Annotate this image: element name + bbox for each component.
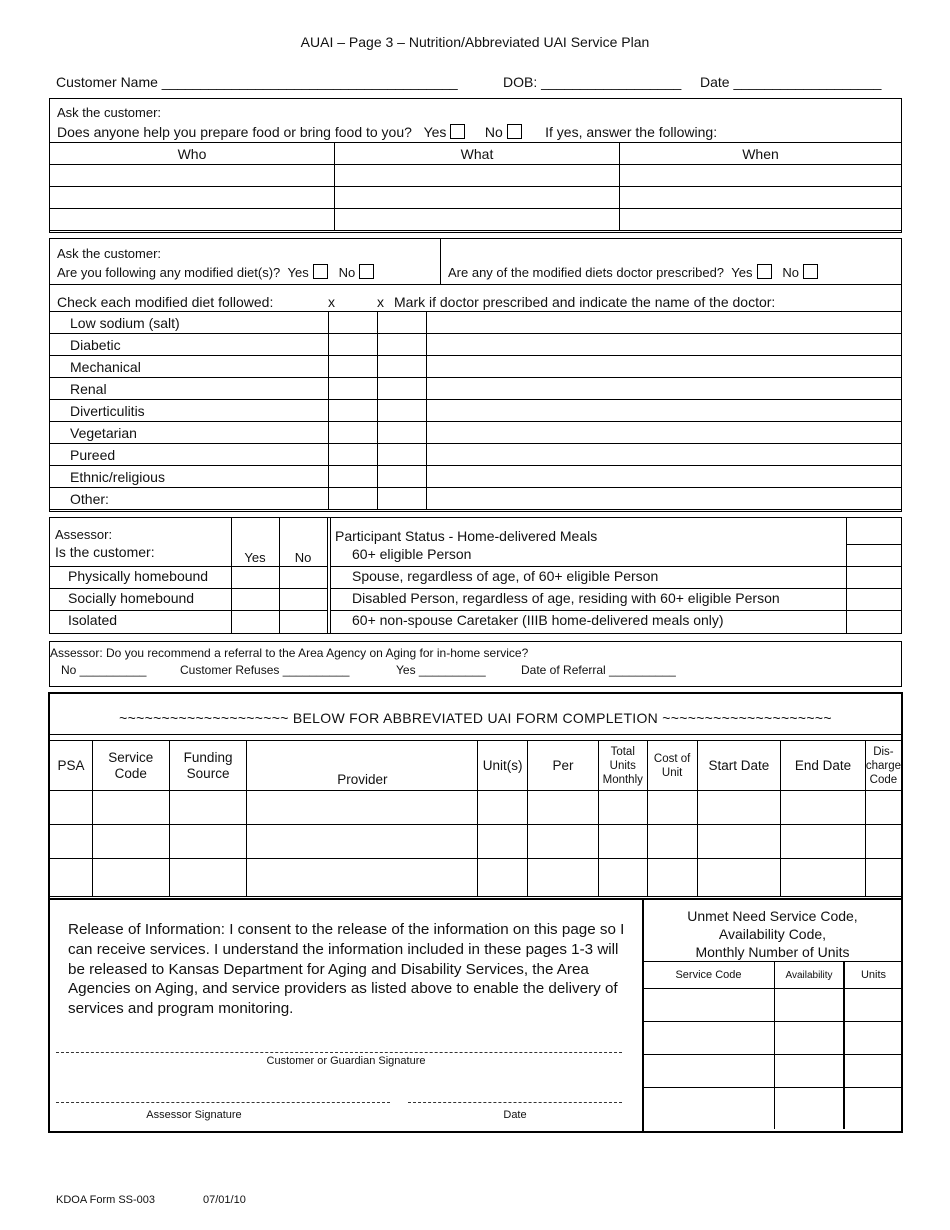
cost-of-unit-cell[interactable] xyxy=(647,791,697,825)
doctor-prescribed-cell[interactable] xyxy=(378,488,427,510)
unmet-availability-cell[interactable] xyxy=(775,1088,845,1129)
units-cell[interactable] xyxy=(478,859,528,897)
diet-followed-cell[interactable] xyxy=(329,466,378,488)
diet-name: Ethnic/religious xyxy=(50,466,329,488)
date-signature-label: Date xyxy=(503,1109,527,1121)
status-check-cell[interactable] xyxy=(847,611,901,633)
food-no-checkbox[interactable] xyxy=(507,124,522,139)
food-if-yes-label: If yes, answer the following: xyxy=(545,124,718,140)
banner-tilde-right: ~~~~~~~~~~~~~~~~~~~~ xyxy=(662,710,832,726)
unmet-service-cell[interactable] xyxy=(643,989,775,1022)
doctor-name-cell[interactable] xyxy=(427,334,902,356)
total-units-monthly-cell[interactable] xyxy=(598,791,647,825)
x-mark-1: x xyxy=(328,294,335,310)
col-service-code: Service Code xyxy=(643,962,775,989)
referral-no-field[interactable]: No __________ xyxy=(61,663,147,677)
units-cell[interactable] xyxy=(478,825,528,859)
doctor-no-checkbox[interactable] xyxy=(803,264,818,279)
diet-row xyxy=(50,466,902,488)
col-per: Per xyxy=(528,741,599,791)
unmet-units-cell[interactable] xyxy=(844,1088,902,1129)
isolated-yes-cell[interactable] xyxy=(232,611,279,633)
col-psa: PSA xyxy=(50,741,93,791)
form-date: 07/01/10 xyxy=(203,1194,246,1206)
doctor-name-cell[interactable] xyxy=(427,466,902,488)
unmet-units-cell[interactable] xyxy=(844,1055,902,1088)
diet-row xyxy=(50,422,902,444)
diet-yes-label: Yes xyxy=(287,265,309,280)
total-units-monthly-cell[interactable] xyxy=(598,859,647,897)
discharge-code-cell[interactable] xyxy=(865,825,901,859)
diet-followed-cell[interactable] xyxy=(329,356,378,378)
doctor-prescribed-cell[interactable] xyxy=(378,466,427,488)
provider-cell[interactable] xyxy=(247,825,478,859)
doctor-prescribed-cell[interactable] xyxy=(378,400,427,422)
col-start-date: Start Date xyxy=(697,741,781,791)
diet-followed-cell[interactable] xyxy=(329,422,378,444)
col-discharge-code: Dis-charge Code xyxy=(865,741,901,791)
physically-homebound-label: Physically homebound xyxy=(68,568,209,584)
diet-question-text: Are you following any modified diet(s)? xyxy=(57,265,281,280)
psa-cell[interactable] xyxy=(50,859,93,897)
doctor-yes-checkbox[interactable] xyxy=(757,264,772,279)
service-plan-table xyxy=(49,740,902,897)
unmet-title-line-2: Availability Code, xyxy=(718,926,827,942)
doctor-prescribed-cell[interactable] xyxy=(378,334,427,356)
doctor-name-cell[interactable] xyxy=(427,378,902,400)
divider xyxy=(50,734,901,735)
col-units: Units xyxy=(844,962,902,989)
end-date-cell[interactable] xyxy=(781,825,866,859)
diet-row xyxy=(50,400,902,422)
doctor-no-label: No xyxy=(782,265,799,280)
status-item: 60+ eligible Person xyxy=(352,546,472,562)
end-date-cell[interactable] xyxy=(781,859,866,897)
units-cell[interactable] xyxy=(478,791,528,825)
diet-followed-cell[interactable] xyxy=(329,444,378,466)
col-units: Unit(s) xyxy=(478,741,528,791)
status-check-cell[interactable] xyxy=(847,589,901,610)
food-ask-label: Ask the customer: xyxy=(57,105,162,120)
status-check-cell[interactable] xyxy=(847,567,901,588)
divider xyxy=(330,566,902,567)
col-service-code: Service Code xyxy=(92,741,169,791)
diet-row xyxy=(50,334,902,356)
doctor-name-cell[interactable] xyxy=(427,312,902,334)
page-title: AUAI – Page 3 – Nutrition/Abbreviated UAI Service Plan xyxy=(300,34,650,50)
diet-row xyxy=(50,378,902,400)
check-diet-label: Check each modified diet followed: xyxy=(57,294,274,310)
what-cell[interactable] xyxy=(335,209,620,231)
diet-name: Diabetic xyxy=(50,334,329,356)
diet-row xyxy=(50,356,902,378)
form-number: KDOA Form SS-003 xyxy=(56,1194,156,1206)
unmet-availability-cell[interactable] xyxy=(775,1022,845,1055)
doctor-prescribed-cell[interactable] xyxy=(378,356,427,378)
status-check-cell[interactable] xyxy=(847,545,901,566)
doctor-prescribed-cell[interactable] xyxy=(378,378,427,400)
unmet-title-line-1: Unmet Need Service Code, xyxy=(687,908,858,924)
psa-cell[interactable] xyxy=(50,825,93,859)
isolated-no-cell[interactable] xyxy=(280,611,327,633)
what-cell[interactable] xyxy=(335,165,620,187)
food-question xyxy=(57,124,717,140)
diet-name: Other: xyxy=(50,488,329,510)
doctor-prescribed-cell[interactable] xyxy=(378,422,427,444)
provider-cell[interactable] xyxy=(247,859,478,897)
diet-name: Pureed xyxy=(50,444,329,466)
diet-yes-checkbox[interactable] xyxy=(313,264,328,279)
doctor-name-cell[interactable] xyxy=(427,444,902,466)
doctor-prescribed-cell[interactable] xyxy=(378,312,427,334)
doctor-name-cell[interactable] xyxy=(427,356,902,378)
unmet-title-line-3: Monthly Number of Units xyxy=(695,944,850,960)
doctor-yes-label: Yes xyxy=(731,265,753,280)
service-plan-row xyxy=(50,825,902,859)
diet-question xyxy=(57,264,374,281)
divider xyxy=(330,588,902,589)
cost-of-unit-cell[interactable] xyxy=(647,859,697,897)
service-code-cell[interactable] xyxy=(92,859,169,897)
food-no-label: No xyxy=(484,124,503,140)
who-cell[interactable] xyxy=(50,165,335,187)
diet-table xyxy=(49,311,902,510)
diet-row xyxy=(50,444,902,466)
unmet-units-cell[interactable] xyxy=(844,1022,902,1055)
diet-name: Renal xyxy=(50,378,329,400)
food-question-text: Does anyone help you prepare food or bring food to you? xyxy=(57,124,412,140)
funding-source-cell[interactable] xyxy=(169,825,247,859)
funding-source-cell[interactable] xyxy=(169,791,247,825)
col-total-units-monthly: Total Units Monthly xyxy=(598,741,647,791)
unmet-table xyxy=(643,961,902,1129)
unmet-availability-cell[interactable] xyxy=(775,1055,845,1088)
physically-yes-cell[interactable] xyxy=(232,567,279,588)
unmet-availability-cell[interactable] xyxy=(775,989,845,1022)
divider xyxy=(330,517,331,634)
release-text: Release of Information: I consent to the release of the information on this page so I can receive services. I understand the information included in these pages 1-3 will be released to Kansas Department for Aging and Disability Services, the Area Agencies on Aging, and service providers as listed above to enable the delivery of services and program monitoring. xyxy=(68,921,625,1018)
customer-signature-label: Customer or Guardian Signature xyxy=(266,1055,426,1067)
assessor-label: Assessor: xyxy=(55,527,113,542)
banner-tilde-left: ~~~~~~~~~~~~~~~~~~~~ xyxy=(119,710,289,726)
diet-followed-cell[interactable] xyxy=(329,378,378,400)
diet-followed-cell[interactable] xyxy=(329,334,378,356)
diet-name: Vegetarian xyxy=(50,422,329,444)
status-item: Spouse, regardless of age, of 60+ eligible Person xyxy=(352,568,659,584)
divider xyxy=(49,284,902,285)
mark-doctor-label: Mark if doctor prescribed and indicate the name of the doctor: xyxy=(394,294,776,310)
doctor-question xyxy=(448,264,818,281)
unmet-service-cell[interactable] xyxy=(643,1055,775,1088)
food-yes-checkbox[interactable] xyxy=(450,124,465,139)
provider-cell[interactable] xyxy=(247,791,478,825)
doctor-prescribed-cell[interactable] xyxy=(378,444,427,466)
divider xyxy=(50,898,901,900)
who-cell[interactable] xyxy=(50,187,335,209)
status-item: 60+ non-spouse Caretaker (IIIB home-delivered meals only) xyxy=(352,612,724,628)
assessor-signature-line[interactable] xyxy=(56,1102,390,1103)
cost-of-unit-cell[interactable] xyxy=(647,825,697,859)
unmet-service-cell[interactable] xyxy=(643,1088,775,1129)
unmet-units-cell[interactable] xyxy=(844,989,902,1022)
col-cost-of-unit: Cost of Unit xyxy=(647,741,697,791)
referral-refuses-field[interactable]: Customer Refuses __________ xyxy=(180,663,350,677)
unmet-service-cell[interactable] xyxy=(643,1022,775,1055)
homebound-yes-header: Yes xyxy=(244,550,266,565)
diet-row xyxy=(50,312,902,334)
diet-row xyxy=(50,488,902,510)
service-code-cell[interactable] xyxy=(92,825,169,859)
food-help-table xyxy=(49,142,902,231)
banner-text: BELOW FOR ABBREVIATED UAI FORM COMPLETION xyxy=(292,710,659,726)
when-cell[interactable] xyxy=(620,209,902,231)
funding-source-cell[interactable] xyxy=(169,859,247,897)
per-cell[interactable] xyxy=(528,859,599,897)
diet-no-label: No xyxy=(338,265,356,280)
assessor-question: Is the customer: xyxy=(55,544,155,560)
referral-date-field[interactable]: Date of Referral __________ xyxy=(521,663,676,677)
date-signature-line[interactable] xyxy=(408,1102,622,1103)
service-plan-row xyxy=(50,791,902,825)
diet-no-checkbox[interactable] xyxy=(359,264,374,279)
abbreviated-banner xyxy=(50,710,901,726)
doctor-question-text: Are any of the modified diets doctor prescribed? xyxy=(448,265,725,280)
x-mark-2: x xyxy=(377,294,384,310)
col-what: What xyxy=(335,143,620,165)
discharge-code-cell[interactable] xyxy=(865,859,901,897)
when-cell[interactable] xyxy=(620,187,902,209)
col-availability: Availability xyxy=(775,962,845,989)
participant-status-title: Participant Status - Home-delivered Meals xyxy=(335,528,598,544)
referral-yes-field[interactable]: Yes __________ xyxy=(396,663,486,677)
unmet-title xyxy=(644,907,901,961)
start-date-cell[interactable] xyxy=(697,825,781,859)
doctor-name-cell[interactable] xyxy=(427,400,902,422)
food-yes-label: Yes xyxy=(423,124,447,140)
service-plan-row xyxy=(50,859,902,897)
physically-no-cell[interactable] xyxy=(280,567,327,588)
referral-question: Assessor: Do you recommend a referral to the Area Agency on Aging for in-home service? xyxy=(50,646,529,660)
when-cell[interactable] xyxy=(620,165,902,187)
diet-followed-cell[interactable] xyxy=(329,400,378,422)
doctor-name-cell[interactable] xyxy=(427,422,902,444)
total-units-monthly-cell[interactable] xyxy=(598,825,647,859)
start-date-cell[interactable] xyxy=(697,791,781,825)
discharge-code-cell[interactable] xyxy=(865,791,901,825)
diet-ask-label: Ask the customer: xyxy=(57,246,162,261)
divider xyxy=(330,610,902,611)
per-cell[interactable] xyxy=(528,825,599,859)
diet-followed-cell[interactable] xyxy=(329,488,378,510)
socially-homebound-label: Socially homebound xyxy=(68,590,195,606)
isolated-label: Isolated xyxy=(68,612,118,628)
per-cell[interactable] xyxy=(528,791,599,825)
dob-field[interactable]: DOB: __________________ xyxy=(503,74,682,90)
date-field[interactable]: Date ___________________ xyxy=(700,74,882,90)
service-code-cell[interactable] xyxy=(92,791,169,825)
status-item: Disabled Person, regardless of age, residing with 60+ eligible Person xyxy=(352,590,780,606)
who-cell[interactable] xyxy=(50,209,335,231)
diet-name: Mechanical xyxy=(50,356,329,378)
col-funding-source: Funding Source xyxy=(169,741,247,791)
doctor-name-cell[interactable] xyxy=(427,488,902,510)
diet-followed-cell[interactable] xyxy=(329,312,378,334)
socially-no-cell[interactable] xyxy=(280,589,327,610)
customer-signature-line[interactable] xyxy=(56,1052,622,1053)
homebound-no-header: No xyxy=(294,550,312,565)
divider xyxy=(440,238,441,284)
col-provider: Provider xyxy=(247,741,478,791)
customer-name-field[interactable]: Customer Name ______________________________________ xyxy=(56,74,458,90)
socially-yes-cell[interactable] xyxy=(232,589,279,610)
col-end-date: End Date xyxy=(781,741,866,791)
psa-cell[interactable] xyxy=(50,791,93,825)
end-date-cell[interactable] xyxy=(781,791,866,825)
col-when: When xyxy=(620,143,902,165)
diet-name: Low sodium (salt) xyxy=(50,312,329,334)
divider xyxy=(327,517,328,634)
assessor-signature-label: Assessor Signature xyxy=(146,1109,242,1121)
diet-name: Diverticulitis xyxy=(50,400,329,422)
what-cell[interactable] xyxy=(335,187,620,209)
col-who: Who xyxy=(50,143,335,165)
start-date-cell[interactable] xyxy=(697,859,781,897)
